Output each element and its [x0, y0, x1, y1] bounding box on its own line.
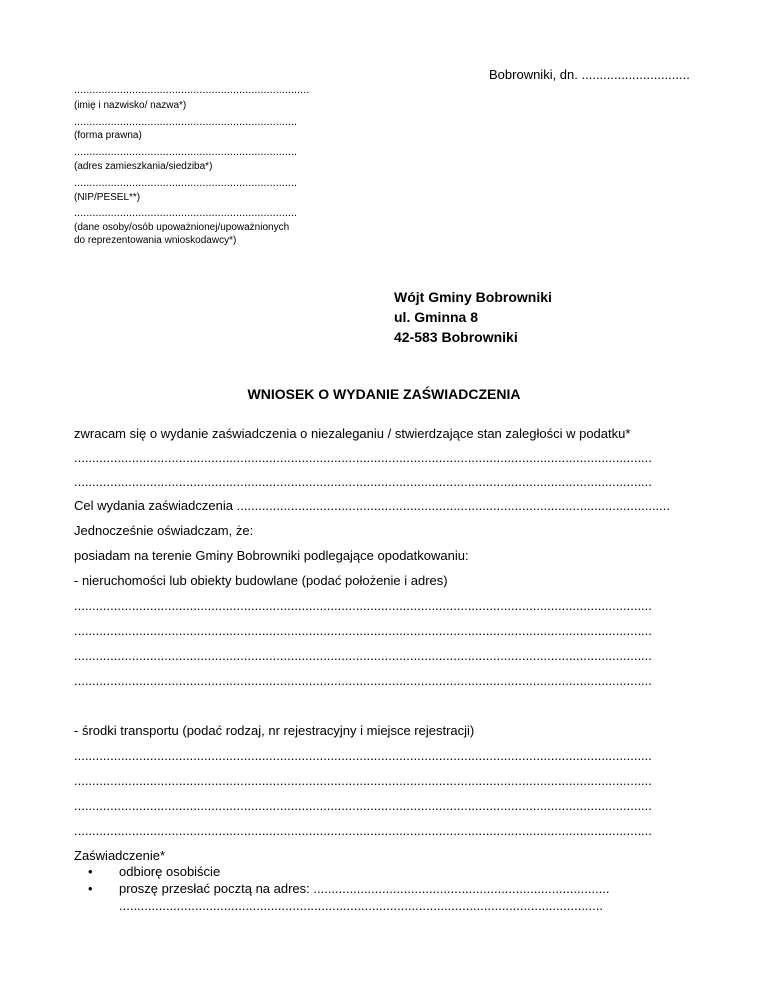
purpose-line[interactable]: Cel wydania zaświadczenia ........................................................................................................................: [74, 498, 671, 513]
bullet-icon: •: [88, 881, 93, 896]
address-field-dots[interactable]: .........................................................................: [74, 146, 298, 158]
ownership-text: posiadam na terenie Gminy Bobrowniki podlegające opodatkowaniu:: [74, 548, 469, 563]
declaration-text: Jednocześnie oświadczam, że:: [74, 523, 254, 538]
representative-field-label-2: do reprezentowania wnioskodawcy*): [74, 235, 237, 246]
nip-pesel-field-label: (NIP/PESEL**): [74, 192, 141, 203]
option-pickup[interactable]: odbiorę osobiście: [119, 864, 221, 879]
transport-heading: - środki transportu (podać rodzaj, nr rejestracyjny i miejsce rejestracji): [74, 723, 475, 738]
address-field-label: (adres zamieszkania/siedziba*): [74, 161, 213, 172]
recipient-city: 42-583 Bobrowniki: [394, 329, 518, 345]
request-blank-line-1[interactable]: ................................................................................................................................................................: [74, 450, 652, 465]
transport-blank-line-4[interactable]: ................................................................................................................................................................: [74, 823, 652, 838]
recipient-name: Wójt Gminy Bobrowniki: [394, 289, 552, 305]
property-blank-line-3[interactable]: ................................................................................................................................................................: [74, 648, 652, 663]
name-field-label: (imię i nazwisko/ nazwa*): [74, 100, 187, 111]
property-blank-line-1[interactable]: ................................................................................................................................................................: [74, 598, 652, 613]
property-blank-line-4[interactable]: ................................................................................................................................................................: [74, 673, 652, 688]
property-blank-line-2[interactable]: ................................................................................................................................................................: [74, 623, 652, 638]
transport-blank-line-1[interactable]: ................................................................................................................................................................: [74, 748, 652, 763]
name-field-dots[interactable]: .............................................................................: [74, 84, 310, 96]
property-heading: - nieruchomości lub obiekty budowlane (podać położenie i adres): [74, 573, 448, 588]
legal-form-field-dots[interactable]: .........................................................................: [74, 116, 298, 128]
mail-address-line[interactable]: ......................................................................................................................................: [119, 898, 603, 913]
nip-pesel-field-dots[interactable]: .........................................................................: [74, 177, 298, 189]
representative-field-dots[interactable]: .........................................................................: [74, 207, 298, 219]
option-mail[interactable]: proszę przesłać pocztą na adres: ..................................................................................: [119, 881, 610, 896]
transport-blank-line-3[interactable]: ................................................................................................................................................................: [74, 798, 652, 813]
request-text: zwracam się o wydanie zaświadczenia o niezaleganiu / stwierdzające stan zaległości w podatku*: [74, 426, 631, 441]
request-blank-line-2[interactable]: ................................................................................................................................................................: [74, 474, 652, 489]
legal-form-field-label: (forma prawna): [74, 130, 142, 141]
bullet-icon: •: [88, 864, 93, 879]
document-title: WNIOSEK O WYDANIE ZAŚWIADCZENIA: [247, 386, 521, 402]
recipient-street: ul. Gminna 8: [394, 309, 479, 325]
representative-field-label-1: (dane osoby/osób upoważnionej/upoważnionych: [74, 222, 290, 233]
place-date: Bobrowniki, dn. ..............................: [489, 67, 690, 82]
certificate-heading: Zaświadczenie*: [74, 848, 166, 863]
transport-blank-line-2[interactable]: ................................................................................................................................................................: [74, 773, 652, 788]
